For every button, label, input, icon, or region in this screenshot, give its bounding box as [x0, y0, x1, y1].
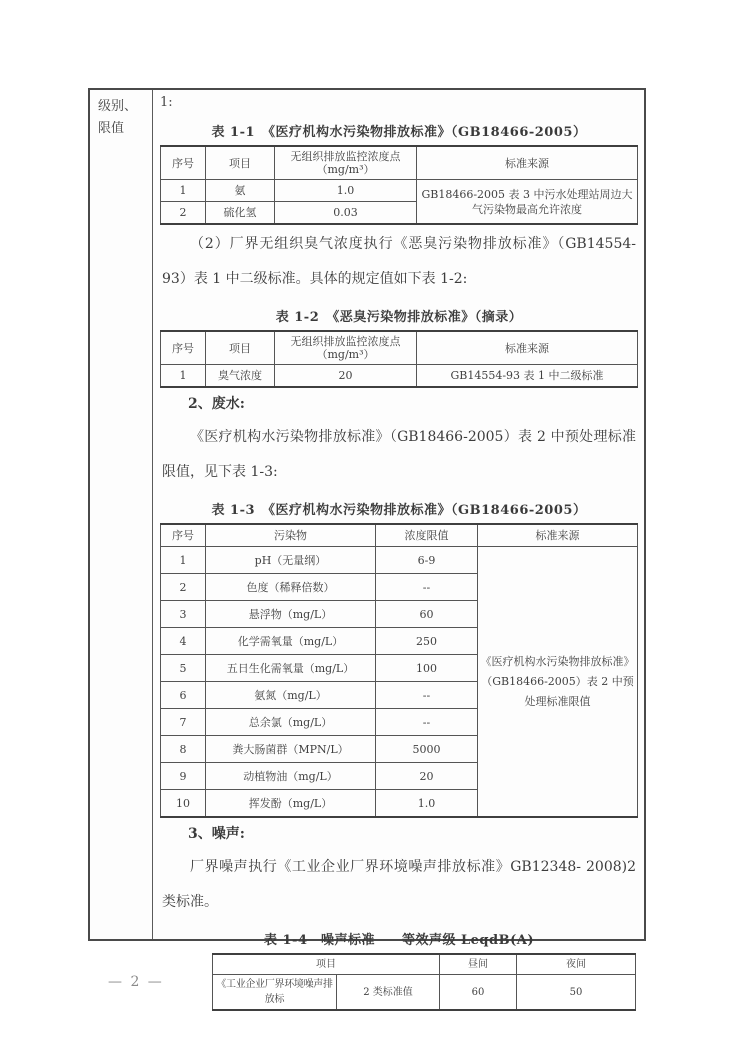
cell-day-value: 60 — [440, 975, 517, 1011]
cell-pollutant: 悬浮物（mg/L） — [206, 601, 376, 628]
cell-limit: 6-9 — [376, 547, 478, 574]
cell-no: 2 — [161, 574, 206, 601]
col-header-item: 项目 — [206, 146, 275, 180]
cell-value: 1.0 — [275, 180, 417, 202]
col-header-source: 标准来源 — [478, 524, 638, 547]
cell-source-merged: GB18466-2005 表 3 中污水处理站周边大气污染物最高允许浓度 — [417, 180, 638, 225]
noise-heading: 3、噪声: — [188, 826, 245, 842]
table-row — [213, 975, 636, 1011]
carryover-text: 1: — [160, 95, 173, 110]
table-1-2 — [160, 330, 638, 388]
paragraph-noise: 厂界噪声执行《工业企业厂界环境噪声排放标准》GB12348- 2008)2 类标准。 — [162, 859, 636, 910]
col-header-no: 序号 — [161, 331, 206, 365]
cell-night-value: 50 — [517, 975, 636, 1011]
table-1-3 — [160, 523, 638, 818]
col-header-pollutant: 污染物 — [206, 524, 376, 547]
paragraph-odor-standard: （2）厂界无组织臭气浓度执行《恶臭污染物排放标准》（GB14554-93）表 1 中二级标准。具体的规定值如下表 1-2: — [162, 236, 636, 287]
table-1-2-title: 表 1-2 《恶臭污染物排放标准》（摘录） — [275, 310, 523, 325]
table-row — [161, 524, 638, 547]
col-header-concentration — [275, 146, 417, 180]
table-1-1 — [160, 145, 638, 225]
document-page-frame — [88, 88, 646, 1005]
col-header-no: 序号 — [161, 524, 206, 547]
col-header-nighttime: 夜间 — [517, 954, 636, 975]
cell-no: 6 — [161, 682, 206, 709]
cell-no: 1 — [161, 365, 206, 388]
side-label-line1: 级别、 — [98, 99, 138, 114]
content-area — [153, 90, 644, 1005]
side-label-line2: 限值 — [98, 121, 125, 136]
wastewater-heading: 2、废水: — [188, 396, 245, 412]
col-header-no: 序号 — [161, 146, 206, 180]
cell-limit: 5000 — [376, 736, 478, 763]
table-1-3-title: 表 1-3 《医疗机构水污染物排放标准》（GB18466-2005） — [211, 503, 587, 518]
col-header-item: 项目 — [213, 954, 440, 975]
cell-no: 4 — [161, 628, 206, 655]
cell-value: 0.03 — [275, 202, 417, 225]
cell-no: 1 — [161, 180, 206, 202]
col-header-concentration-line1: 无组织排放监控浓度点 — [290, 150, 401, 163]
cell-no: 3 — [161, 601, 206, 628]
table-row — [161, 180, 638, 202]
cell-item: 氨 — [206, 180, 275, 202]
page-number: — 2 — — [108, 974, 164, 990]
col-header-concentration — [275, 331, 417, 365]
col-header-source: 标准来源 — [417, 146, 638, 180]
cell-value: 20 — [275, 365, 417, 388]
table-1-1-title: 表 1-1 《医疗机构水污染物排放标准》（GB18466-2005） — [211, 125, 587, 140]
cell-pollutant: 挥发酚（mg/L） — [206, 790, 376, 818]
cell-limit: -- — [376, 709, 478, 736]
cell-pollutant: 化学需氧量（mg/L） — [206, 628, 376, 655]
cell-no: 5 — [161, 655, 206, 682]
cell-no: 7 — [161, 709, 206, 736]
cell-no: 2 — [161, 202, 206, 225]
table-row — [213, 954, 636, 975]
cell-limit: -- — [376, 682, 478, 709]
cell-standard-name: 《工业企业厂界环境噪声排放标 — [213, 975, 337, 1011]
cell-limit: 60 — [376, 601, 478, 628]
table-row — [161, 365, 638, 388]
paragraph-wastewater: 《医疗机构水污染物排放标准》（GB18466-2005）表 2 中预处理标准限值，见下表 1-3: — [162, 429, 636, 480]
col-header-concentration-line2: （mg/m³） — [316, 348, 375, 361]
cell-item: 硫化氢 — [206, 202, 275, 225]
cell-limit: 20 — [376, 763, 478, 790]
cell-limit: 1.0 — [376, 790, 478, 818]
col-header-source: 标准来源 — [417, 331, 638, 365]
cell-pollutant: 总余氯（mg/L） — [206, 709, 376, 736]
cell-source: GB14554-93 表 1 中二级标准 — [417, 365, 638, 388]
cell-pollutant: 五日生化需氧量（mg/L） — [206, 655, 376, 682]
cell-pollutant: pH（无量纲） — [206, 547, 376, 574]
cell-item: 臭气浓度 — [206, 365, 275, 388]
cell-no: 10 — [161, 790, 206, 818]
col-header-concentration-line1: 无组织排放监控浓度点 — [290, 335, 401, 348]
table-1-4 — [212, 953, 636, 1011]
cell-limit: 250 — [376, 628, 478, 655]
cell-class: 2 类标准值 — [337, 975, 440, 1011]
table-1-4-title: 表 1-4 噪声标准 等效声级 LeqdB(A) — [263, 933, 534, 948]
col-header-concentration-line2: （mg/m³） — [316, 163, 375, 176]
cell-no: 9 — [161, 763, 206, 790]
cell-limit: 100 — [376, 655, 478, 682]
col-header-daytime: 昼间 — [440, 954, 517, 975]
table-row — [161, 547, 638, 574]
cell-pollutant: 粪大肠菌群（MPN/L） — [206, 736, 376, 763]
cell-pollutant: 动植物油（mg/L） — [206, 763, 376, 790]
row-header-cell — [90, 90, 153, 939]
table-row — [161, 331, 638, 365]
col-header-item: 项目 — [206, 331, 275, 365]
cell-no: 8 — [161, 736, 206, 763]
cell-source-merged: 《医疗机构水污染物排放标准》（GB18466-2005）表 2 中预处理标准限值 — [478, 547, 638, 818]
table-row — [161, 146, 638, 180]
cell-limit: -- — [376, 574, 478, 601]
col-header-limit: 浓度限值 — [376, 524, 478, 547]
cell-no: 1 — [161, 547, 206, 574]
cell-pollutant: 色度（稀释倍数） — [206, 574, 376, 601]
cell-pollutant: 氨氮（mg/L） — [206, 682, 376, 709]
